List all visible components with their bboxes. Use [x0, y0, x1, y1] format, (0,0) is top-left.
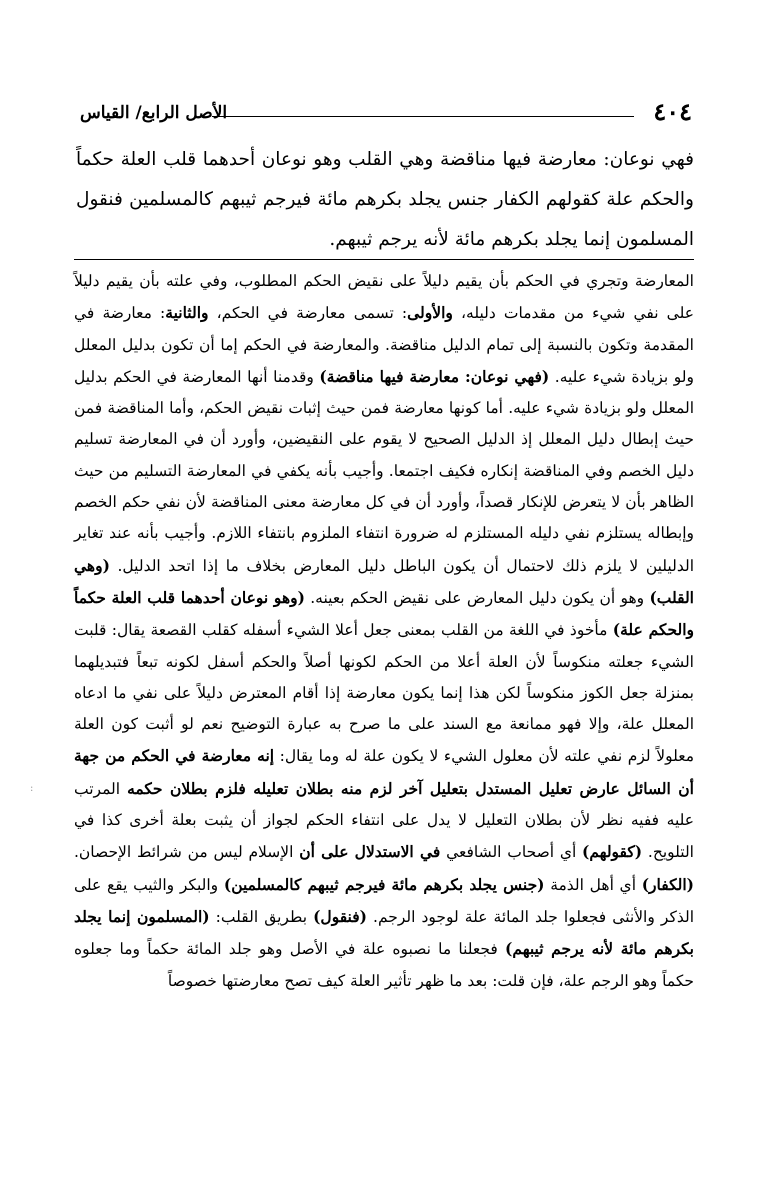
commentary-quote: (فنقول)	[313, 906, 367, 926]
commentary-text: المعارضة وتجري في الحكم بأن يقيم دليلاً على نقيض الحكم المطلوب، وفي علته بأن يقيم دليلاً على نفي شيء من مقدمات دليله،	[74, 272, 694, 323]
commentary-emphasis: في الاستدلال على أن	[299, 842, 441, 862]
page-number: ٤٠٤	[653, 97, 692, 126]
commentary-emphasis: والأولى	[407, 303, 453, 323]
running-title: الأصل الرابع/ القياس	[80, 103, 228, 123]
commentary-text: الإسلام ليس من شرائط الإحصان.	[74, 843, 300, 862]
commentary-text: أي أصحاب الشافعي	[440, 843, 583, 862]
commentary-paragraph	[74, 266, 694, 997]
commentary-quote: (فهي نوعان: معارضة فيها مناقضة)	[319, 366, 550, 386]
commentary-text: أي أهل الذمة	[544, 875, 642, 894]
commentary-text: المرتب عليه ففيه نظر لأن بطلان التعليل لا يدل على انتفاء الحكم لجواز أن يثبت بعلة أخرى كذا في التلويح.	[74, 779, 694, 862]
commentary-text: وقدمنا أنها المعارضة في الحكم بدليل المعلل ولو بزيادة شيء عليه. أما كونها معارضة فمن حيث إثبات نقيض الحكم، وأما المناقضة فمن حيث إبطال دليل المعلل إذ الدليل الصحيح لا يقوم على النقيضين، وأورد أن في المعارضة تسليم دليل الخصم وفي المناقضة إنكاره فكيف اجتمعا. وأجيب بأنه يكفي في المعارضة التسليم من حيث الظاهر بأن لا يتعرض للإنكار قصداً، وأورد أن في كل معارضة معنى المناقضة لأن نفي حكم الخصم وإبطاله يستلزم نفي دليله المستلزم له ضرورة انتفاء الملزوم بانتفاء اللازم. وأجيب بأنه عند تغاير الدليلين لا يلزم ذلك لاحتمال أن يكون الباطل دليل المعارض بخلاف ما إذا اتحد الدليل.	[74, 367, 694, 575]
commentary-emphasis: إنه معارضة في الحكم من جهة أن السائل عارض تعليل المستدل بتعليل آخر لزم منه بطلان تعليله فلزم بطلان حكمه	[74, 746, 694, 798]
commentary-quote: (الكفار)	[641, 874, 694, 894]
page-header	[80, 96, 692, 136]
commentary-text: والبكر والثيب يقع على الذكر والأنثى فجعلوا جلد المائة علة لوجود الرجم.	[74, 875, 694, 926]
margin-mark: :	[30, 783, 34, 794]
header-rule	[212, 116, 634, 117]
main-paragraph	[76, 140, 694, 260]
commentary-text: بطريق القلب:	[209, 907, 314, 926]
commentary-emphasis: والثانية	[165, 303, 209, 323]
commentary-quote: (المسلمون إنما يجلد بكرهم مائة لأنه يرجم ثيبهم)	[74, 906, 694, 959]
text-divider	[74, 259, 694, 260]
commentary	[74, 266, 694, 997]
commentary-text: : تسمى معارضة في الحكم،	[208, 304, 408, 323]
commentary-quote: (كقولهم)	[582, 842, 643, 862]
commentary-text: فجعلنا ما نصبوه علة في الأصل وهو جلد المائة حكماً وما جعلوه حكماً وهو الرجم علة، فإن قلت: بعد ما ظهر تأثير العلة كيف تصح معارضتها خصوصاً	[74, 940, 694, 990]
commentary-text: : معارضة في المقدمة وتكون بالنسبة إلى تمام الدليل مناقضة. والمعارضة في الحكم إما أن تكون بدليل المعلل ولو بزيادة شيء عليه.	[74, 304, 694, 386]
commentary-text: مأخوذ في اللغة من القلب بمعنى جعل أعلا الشيء أسفله كقلب القصعة يقال: قلبت الشيء جعلته منكوساً لأن العلة أعلا من الحكم لكونها أصلاً والحكم أسفل لكونه تبعاً فتبديلهما بمنزلة جعل الكوز منكوساً لكن هذا إنما يكون معارضة إذا أقام المعترض دليلاً على نفي ما ادعاه المعلل علة، وإلا فهو ممانعة مع السند على ما صرح به عبارة التوضيح نعم لو أثبت كون العلة معلولاً لزم نفي علته لأن معلول الشيء لا يكون علة له وما يقال:	[74, 621, 694, 766]
main-sentence: فهي نوعان: معارضة فيها مناقضة وهي القلب وهو نوعان أحدهما قلب العلة حكماً والحكم علة كقولهم الكفار جنس يجلد بكرهم مائة فيرجم ثيبهم كالمسلمين فنقول المسلمون إنما يجلد بكرهم مائة لأنه يرجم ثيبهم.	[76, 149, 694, 250]
main-text	[76, 140, 694, 260]
commentary-quote: (وهو نوعان أحدهما قلب العلة حكماً والحكم علة)	[74, 587, 694, 640]
commentary-text: وهو أن يكون دليل المعارض على نقيض الحكم بعينه.	[304, 588, 650, 607]
commentary-quote: (جنس يجلد بكرهم مائة فيرجم ثيبهم كالمسلمين)	[223, 874, 545, 894]
commentary-quote: (وهي القلب)	[74, 555, 694, 607]
